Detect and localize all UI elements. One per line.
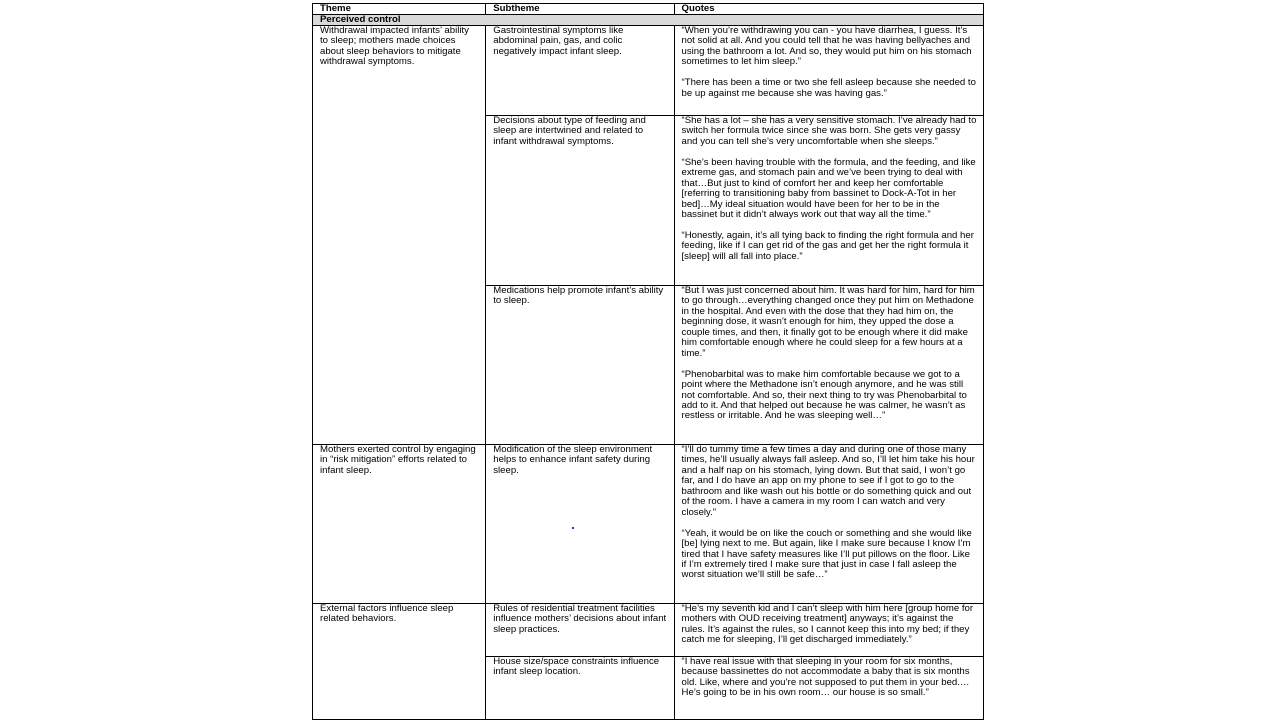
subtheme-header: Subtheme (486, 4, 674, 15)
quote-text: “Honestly, again, it’s all tying back to finding the right formula and her feeding, like if I can get rid of the gas and get her the right formula it [sleep] will all fall into place.” (681, 229, 974, 262)
quote-text: “There has been a time or two she fell asleep because she needed to be up against me because she was having gas.” (681, 77, 976, 99)
quote-text: “Yeah, it would be on like the couch or something and she would like [be] lying next to me. But again, like I make sure because I know I’m tired that I have safety measures like I’ll put pillows on the floor. Like if I’m extremely tired I make sure that just in case I fall asleep the worst situation we’ll still be safe…” (681, 527, 972, 581)
stray-mark (572, 527, 574, 529)
quote-text: “She’s been having trouble with the formula, and the feeding, and like extreme gas, and stomach pain and we’ve been trying to deal with that…But just to kind of comfort her and keep her comfortable [referring to transitioning baby from bassinet to Dock-A-Tot in her bed]…My ideal situation would have been for her to be in the bassinet but it didn’t always work out that way all the time.” (681, 156, 976, 221)
subtheme-cell: Rules of residential treatment facilities influence mothers’ decisions about infant sleep practices. (486, 604, 674, 657)
quote-text: “She has a lot – she has a very sensitive stomach. I’ve already had to switch her formula twice since she was born. She gets very gassy and you can tell she’s very uncomfortable when she sleeps.” (681, 115, 977, 147)
subtheme-cell: Modification of the sleep environment helps to enhance infant safety during sleep. (486, 445, 674, 604)
quote-text: “He’s my seventh kid and I can’t sleep with him here [group home for mothers with OUD receiving treatment] anyways; it’s against the rules. It’s against the rules, so I cannot keep this into my bed; if they catch me for sleeping, I’ll get discharged immediately.” (681, 603, 974, 646)
quotes-cell (674, 116, 983, 286)
quotes-cell (674, 286, 983, 445)
table-row (313, 604, 984, 657)
theme-cell: Withdrawal impacted infants’ ability to sleep; mothers made choices about sleep behaviors to mitigate withdrawal symptoms. (313, 26, 486, 445)
section-title: Perceived control (313, 15, 984, 26)
quotes-cell (674, 657, 983, 720)
subtheme-cell: Medications help promote infant’s ability to sleep. (486, 286, 674, 445)
quote-text: “I’ll do tummy time a few times a day and during one of those many times, he’ll usually always fall asleep. And so, I’ll let him take his hour and a half nap on his stomach, lying down. But that said, I won’t go far, and I do have an app on my phone to see if I got to go to the bathroom and like wash out his bottle or do something quick and out of the room. I have a camera in my room I can watch and very closely.” (681, 444, 975, 518)
section-row (313, 15, 984, 26)
quotes-cell (674, 604, 983, 657)
quotes-cell (674, 26, 983, 116)
quote-text: “I have real issue with that sleeping in your room for six months, because bassinettes do not accommodate a baby that is six months old. Like, where and you’re not supposed to put them in your bed.… He’s going to be in his own room… our house is so small.” (681, 656, 970, 699)
table-row (313, 445, 984, 604)
subtheme-cell: House size/space constraints influence infant sleep location. (486, 657, 674, 720)
themes-table (312, 3, 984, 720)
header-row (313, 4, 984, 15)
quote-text: “But I was just concerned about him. It was hard for him, hard for him to go through…everything changed once they put him on Methadone in the hospital. And even with the dose that they had him on, the beginning dose, it wasn’t enough for him, they upped the dose a couple times, and then, it finally got to be enough where it did make him comfortable enough where he could sleep for a few hours at a time.” (681, 285, 975, 359)
theme-cell: Mothers exerted control by engaging in “risk mitigation” efforts related to infant sleep. (313, 445, 486, 604)
quote-text: “Phenobarbital was to make him comfortable because we got to a point where the Methadone isn’t enough anymore, and he was still not comfortable. And so, their next thing to try was Phenobarbital to add to it. And that helped out because he was calmer, he wasn’t as restless or irritable. And he was sleeping well…” (681, 368, 967, 422)
quote-text: “When you’re withdrawing you can - you have diarrhea, I guess. It’s not solid at all. And you could tell that he was having bellyaches and using the bathroom a lot. And so, they would put him on his stomach sometimes to let him sleep.” (681, 25, 972, 68)
table-row (313, 26, 984, 116)
quotes-header: Quotes (674, 4, 983, 15)
quotes-cell (674, 445, 983, 604)
subtheme-cell: Decisions about type of feeding and sleep are intertwined and related to infant withdrawal symptoms. (486, 116, 674, 286)
theme-header: Theme (313, 4, 486, 15)
subtheme-cell: Gastrointestinal symptoms like abdominal pain, gas, and colic negatively impact infant sleep. (486, 26, 674, 116)
theme-cell: External factors influence sleep related behaviors. (313, 604, 486, 720)
